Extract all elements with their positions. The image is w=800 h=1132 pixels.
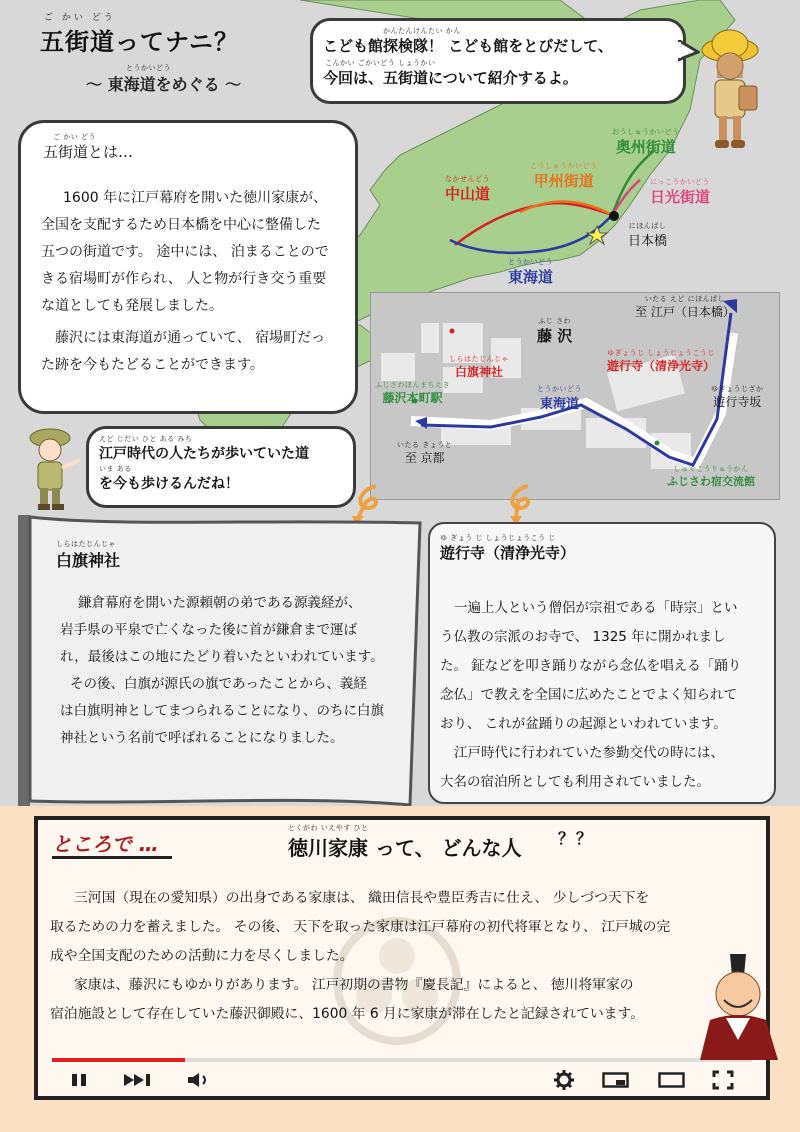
gokaido-info-box: ご かい どう 五街道とは… 1600 年に江戸幕府を開いた徳川家康が、 全国を支配するため日本橋を中心に整備した 五つの街道です。 途中には、 泊まることので きる宿場町が作られ、 人と物が行き交う重要 な道としても発展しました。 藤沢には東海道が通っていて、 宿場町だっ た跡を今もたどることができます。 bbox=[18, 120, 358, 414]
yugyoji-info-box: ゆ ぎょう じ しょうじょうこう じ 遊行寺（清浄光寺） 一遍上人という僧侶が宗祖である「時宗」とい う仏教の宗派のお寺で、 1325 年に開かれまし た。 鉦などを叩き踊りながら念仏を唱える「踊り 念仏」で教えを全国に広めたことでよく知られて おり、 これが盆踊りの起源といわれています。 江戸時代に行われていた参勤交代の時には、 大名の宿泊所としても利用されていました。 bbox=[428, 522, 776, 804]
nakasendo-label: なかせんどう 中山道 bbox=[445, 175, 491, 203]
intro-speech-bubble: かんたんけんたい かん こども館探検隊！ こども館をとびだして、 こんかい ごかいどう しょうかい 今回は、五街道について紹介するよ。 bbox=[310, 18, 686, 104]
page-subtitle: とうかいどう ～ 東海道をめぐる ～ bbox=[86, 64, 242, 94]
progress-track[interactable] bbox=[52, 1058, 752, 1062]
gokaido-paragraph-1: 1600 年に江戸幕府を開いた徳川家康が、 全国を支配するため日本橋を中心に整備した 五つの街道です。 途中には、 泊まることので きる宿場町が作られ、 人と物が行き交う重要 な道としても発展しました。 bbox=[41, 190, 329, 314]
explorer-boy-illustration bbox=[24, 424, 84, 514]
oshu-label: おうしゅうかいどう 奥州街道 bbox=[612, 128, 680, 156]
shirahata-label: しらはたじんじゃ 白旗神社 bbox=[449, 355, 509, 379]
volume-icon[interactable] bbox=[186, 1072, 214, 1088]
pause-icon[interactable] bbox=[70, 1072, 92, 1088]
nihonbashi-label: にほんばし 日本橋 bbox=[628, 222, 668, 249]
yugyoji-map-label: ゆぎょうじ しょうじょうこうじ 遊行寺（清浄光寺） bbox=[607, 349, 716, 373]
page-title: ご かい どう 五街道ってナニ？ bbox=[40, 13, 240, 56]
tokaido-map-label: とうかいどう 東海道 bbox=[537, 385, 582, 412]
tokugawa-ieyasu-illustration bbox=[690, 950, 790, 1060]
label-underline bbox=[52, 856, 172, 859]
shirahata-text: 鎌倉幕府を開いた源頼朝の弟である源義経が、 岩手県の平泉で亡くなった後に首が鎌倉まで運ば れ，最後はこの地にたどり着いたといわれています。 その後、白旗が源氏の旗であったことから、義経 は白旗明神としてまつられることになり、のちに白旗 神社という名前で呼ばれることになりました。 bbox=[60, 595, 384, 746]
next-icon[interactable] bbox=[122, 1072, 156, 1088]
question-marks: ？？ bbox=[558, 829, 595, 848]
miniplayer-icon[interactable] bbox=[602, 1072, 630, 1088]
video-player-frame bbox=[34, 816, 770, 1100]
theater-mode-icon[interactable] bbox=[658, 1072, 686, 1088]
station-label: ふじさわほんまちえき 藤沢本町駅 bbox=[375, 381, 450, 405]
settings-gear-icon[interactable] bbox=[554, 1070, 574, 1090]
to-edo-label: いたる えど にほんばし 至 江戸（日本橋） bbox=[635, 295, 735, 319]
slope-label: ゆぎょうじざか 遊行寺坂 bbox=[711, 385, 764, 409]
shirahata-heading: しらはたじんじゃ 白旗神社 bbox=[56, 540, 121, 570]
koryukan-label: しゅくこうりゅうかん ふじさわ宿交流館 bbox=[667, 465, 755, 488]
fullscreen-icon[interactable] bbox=[712, 1070, 734, 1090]
speech-bubble-2: えど じだい ひと ある みち 江戸時代の人たちが歩いていた道 いま ある を今も歩けるんだね！ bbox=[86, 426, 356, 508]
fujisawa-label: ふじ さわ 藤 沢 bbox=[537, 317, 573, 345]
to-kyoto-label: いたる きょうと 至 京都 bbox=[397, 441, 453, 465]
tokugawa-title: とくがわ いえやす ひと 徳川家康 って、 どんな人 bbox=[288, 824, 522, 860]
tokorode-label: ところで … bbox=[52, 832, 159, 856]
explorer-girl-illustration bbox=[695, 28, 765, 158]
progress-fill bbox=[52, 1058, 185, 1062]
nikko-label: にっこうかいどう 日光街道 bbox=[650, 178, 711, 206]
nihonbashi-dot bbox=[609, 211, 619, 221]
tokaido-label: とうかいどう 東海道 bbox=[508, 258, 554, 286]
tokugawa-text: 三河国（現在の愛知県）の出身である家康は、 織田信長や豊臣秀吉に仕え、 少しづつ天下を 取るための力を蓄えました。 その後、 天下を取った家康は江戸幕府の初代将軍となり、 江戸城の完 成や全国支配のための活動に力を尽くしました。 家康は、藤沢にもゆかりがあります。 江戸初期の書物『慶長記』によると、 徳川将軍家の 宿泊施設として存在していた藤沢御殿に、1600 年 6 月に家康が滞在したと記録されています。 bbox=[50, 890, 671, 1022]
gokaido-paragraph-2: 藤沢には東海道が通っていて、 宿場町だっ た跡を今もたどることができます。 bbox=[41, 330, 326, 373]
koshu-label: こうしゅうかいどう 甲州街道 bbox=[530, 162, 598, 190]
fujisawa-local-map bbox=[370, 292, 780, 500]
yugyoji-text: 一遍上人という僧侶が宗祖である「時宗」とい う仏教の宗派のお寺で、 1325 年に開かれまし た。 鉦などを叩き踊りながら念仏を唱える「踊り 念仏」で教えを全国に広めたことでよく知られて おり、 これが盆踊りの起源といわれています。 江戸時代に行われていた参勤交代の時には、 大名の宿泊所としても利用されていました。 bbox=[440, 600, 742, 790]
